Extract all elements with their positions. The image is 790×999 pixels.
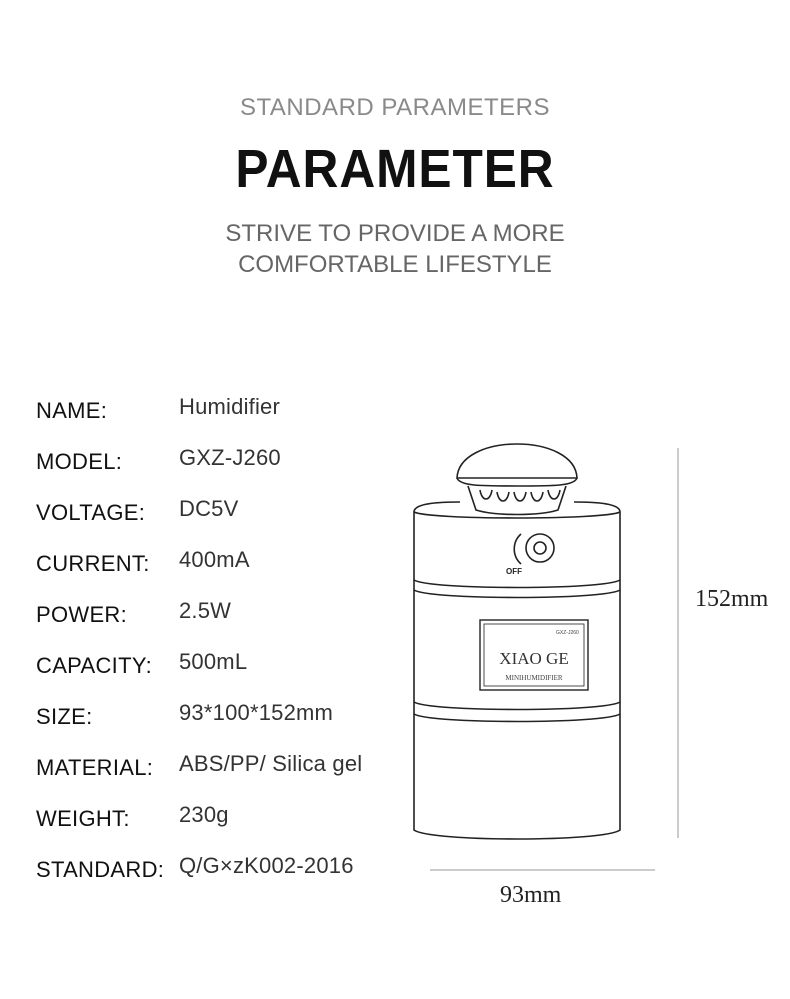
- vent-slot: [480, 490, 492, 499]
- spec-row-capacity: [36, 647, 436, 687]
- body-lower-section: [414, 714, 620, 839]
- spec-value: DC5V: [179, 496, 239, 521]
- body-upper-section: [414, 512, 620, 588]
- spec-value: Q/G×zK002-2016: [179, 853, 354, 878]
- spec-value: 2.5W: [179, 598, 232, 623]
- width-label: 93mm: [500, 882, 562, 908]
- spec-label: VOLTAGE:: [36, 500, 146, 525]
- band-upper: [414, 580, 620, 598]
- height-label: 152mm: [695, 586, 769, 612]
- spec-row-voltage: [36, 494, 436, 534]
- label-brand: XIAO GE: [499, 649, 569, 668]
- spec-label: MODEL:: [36, 449, 123, 474]
- cap-top: [457, 444, 577, 478]
- spec-value: Humidifier: [179, 394, 281, 419]
- switch-text: OFF: [506, 567, 522, 576]
- cap-rim: [457, 478, 577, 486]
- knob-center: [534, 542, 546, 554]
- spec-value: 500mL: [179, 649, 248, 674]
- knob-arc: [514, 534, 521, 564]
- spec-label: MATERIAL:: [36, 755, 154, 780]
- spec-label: CURRENT:: [36, 551, 150, 576]
- spec-value: 230g: [179, 802, 229, 827]
- page-title: PARAMETER: [235, 139, 555, 199]
- vent-slot: [514, 492, 526, 501]
- spec-label: STANDARD:: [36, 857, 165, 882]
- page-subtitle: STANDARD PARAMETERS: [240, 94, 550, 121]
- spec-row-standard: [36, 851, 436, 891]
- vent-slot: [497, 492, 509, 501]
- body-top-rim: [414, 502, 620, 512]
- spec-row-power: [36, 596, 436, 636]
- vent-slot: [548, 490, 560, 499]
- label-sub: MINIHUMIDIFIER: [505, 674, 563, 682]
- spec-label: WEIGHT:: [36, 806, 130, 831]
- band-lower: [414, 702, 620, 722]
- humidifier-illustration: [400, 430, 790, 920]
- power-knob: [526, 534, 554, 562]
- spec-row-size: [36, 698, 436, 738]
- label-model: GXZ-J260: [556, 630, 579, 636]
- tagline-line-2: COMFORTABLE LIFESTYLE: [238, 251, 552, 278]
- spec-label: POWER:: [36, 602, 128, 627]
- spec-label: CAPACITY:: [36, 653, 152, 678]
- spec-row-material: [36, 749, 436, 789]
- vent-slot: [531, 492, 543, 501]
- spec-row-name: [36, 392, 436, 432]
- spec-value: 93*100*152mm: [179, 700, 334, 725]
- spec-label: NAME:: [36, 398, 108, 423]
- spec-row-model: [36, 443, 436, 483]
- spec-row-weight: [36, 800, 436, 840]
- spec-value: 400mA: [179, 547, 250, 572]
- tagline-line-1: STRIVE TO PROVIDE A MORE: [225, 220, 565, 247]
- spec-row-current: [36, 545, 436, 585]
- spec-label: SIZE:: [36, 704, 93, 729]
- spec-value: ABS/PP/ Silica gel: [179, 751, 363, 776]
- spec-value: GXZ-J260: [179, 445, 281, 470]
- tagline: [0, 218, 790, 280]
